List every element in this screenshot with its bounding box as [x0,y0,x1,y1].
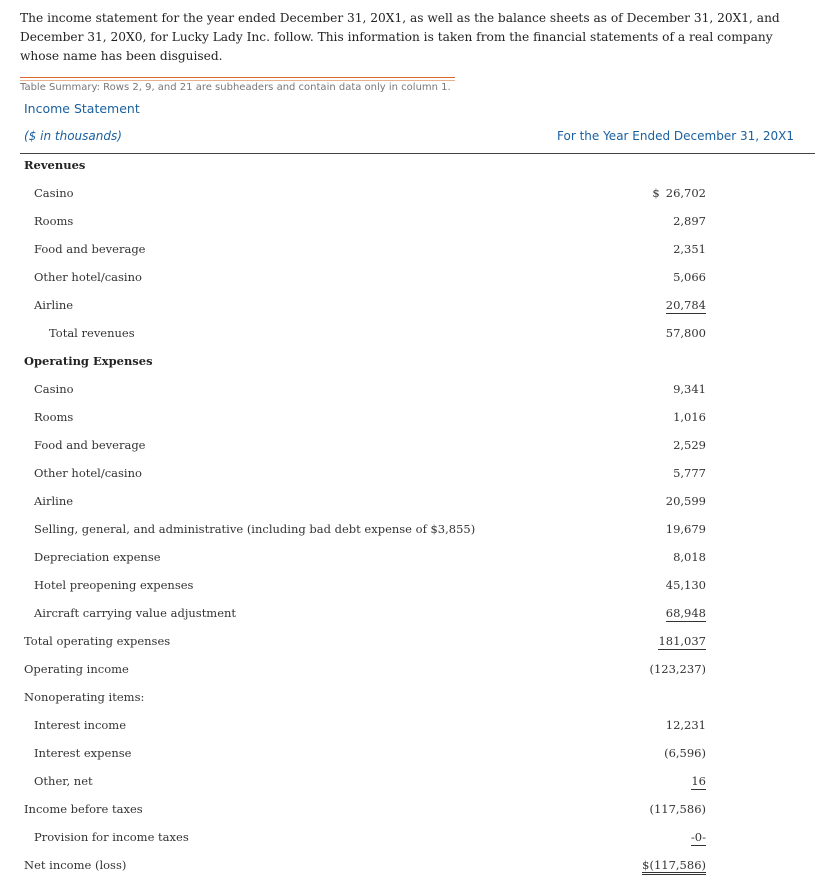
table-row [0,796,818,824]
table-row-net-income [0,852,818,880]
column-header: For the Year Ended December 31, 20X1 [557,129,794,143]
row-label: Casino [34,382,74,396]
table-row [0,236,818,264]
row-label: Casino [34,186,74,200]
table-row [0,376,818,404]
table-units: ($ in thousands) [24,129,122,143]
row-value: (6,596) [664,746,706,760]
table-row [0,656,818,684]
row-label: Airline [34,494,74,508]
row-label: Aircraft carrying value adjustment [34,606,237,620]
row-value: 57,800 [665,326,706,340]
table-row [0,404,818,432]
row-label: Income before taxes [24,802,143,816]
table-row-opex-header [0,348,818,376]
table-row [0,544,818,572]
row-label: Operating income [24,662,129,676]
table-row [0,432,818,460]
row-label: Revenues [24,158,86,172]
row-value: (123,237) [649,662,706,676]
currency-symbol: $ [642,858,650,872]
table-top-rule-accent [20,80,455,81]
row-label: Selling, general, and administrative (including bad debt expense of $3,855) [34,522,476,536]
row-label: Provision for income taxes [34,830,189,844]
row-value: 2,529 [673,438,706,452]
row-label: Other hotel/casino [34,270,142,284]
table-row [0,572,818,600]
row-label: Interest income [34,718,127,732]
row-label: Food and beverage [34,438,146,452]
currency-symbol: $ [652,186,660,200]
row-label: Operating Expenses [24,354,153,368]
intro-paragraph: The income statement for the year ended December 31, 20X1, as well as the balance sheets as of December 31, 20X1, and December 31, 20X0, for Lucky Lady Inc. follow. This information is taken from the financial statements of a real company whose name has been disguised. [20,11,780,63]
table-row [0,768,818,796]
row-value: 19,679 [665,522,706,536]
table-row-total [0,628,818,656]
table-row [0,600,818,628]
table-row [0,712,818,740]
row-value: 8,018 [673,550,706,564]
table-row [0,824,818,852]
row-value: 20,599 [665,494,706,508]
table-row-revenues-header [0,152,818,180]
row-value: 45,130 [665,578,706,592]
row-value: (117,586) [649,802,706,816]
row-value: 1,016 [673,410,706,424]
row-label: Interest expense [34,746,132,760]
row-value: 12,231 [665,718,706,732]
row-value: 5,066 [673,270,706,284]
row-label: Net income (loss) [24,858,127,872]
row-label: Other hotel/casino [34,466,142,480]
row-value: 2,897 [673,214,706,228]
table-row [0,180,818,208]
table-top-rule [20,77,455,78]
row-value: 20,784 [665,298,706,312]
row-value: $(117,586) [642,858,706,875]
row-label: Rooms [34,410,74,424]
row-label: Hotel preopening expenses [34,578,194,592]
row-value: 68,948 [665,606,706,620]
table-row [0,516,818,544]
table-row [0,488,818,516]
row-label: Rooms [34,214,74,228]
row-label: Airline [34,298,74,312]
row-label: Depreciation expense [34,550,161,564]
table-title: Income Statement [24,101,140,116]
row-label: Food and beverage [34,242,146,256]
table-row [0,292,818,320]
table-row [0,740,818,768]
row-value: 9,341 [673,382,706,396]
table-row [0,460,818,488]
row-value: -0- [690,830,706,844]
table-row-nonoperating-header [0,684,818,712]
table-row [0,264,818,292]
row-value: 181,037 [658,634,706,648]
row-label: Total operating expenses [24,634,171,648]
table-row [0,208,818,236]
row-value: $ 26,702 [652,186,706,200]
row-label: Other, net [34,774,93,788]
table-summary: Table Summary: Rows 2, 9, and 21 are subheaders and contain data only in column 1. [20,82,451,93]
row-label: Total revenues [49,326,135,340]
row-value: 16 [691,774,706,788]
table-row-total [0,320,818,348]
row-label: Nonoperating items: [24,690,145,704]
row-value: 5,777 [673,466,706,480]
row-value: 2,351 [673,242,706,256]
